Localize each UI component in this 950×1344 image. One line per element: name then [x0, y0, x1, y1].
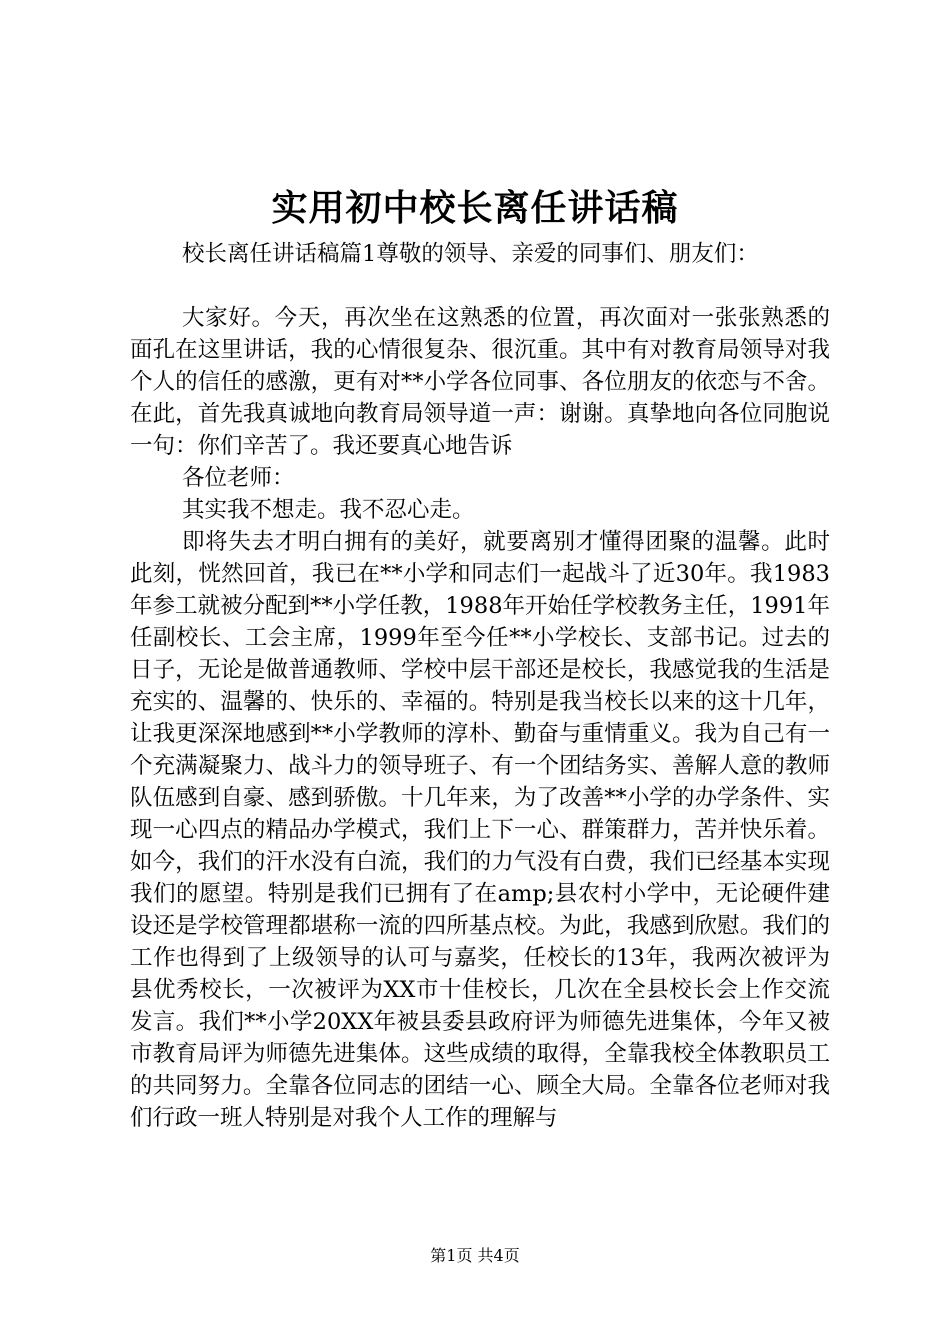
paragraph-address: 各位老师：: [182, 465, 295, 491]
page-footer: 第1页 共4页: [430, 1246, 520, 1265]
document-body: [130, 238, 830, 1134]
paragraph-reflection: 即将失去才明白拥有的美好，就要离别才懂得团聚的温馨。此时此刻，恍然回首，我已在**小学和同志们一起战斗了近30年。我1983年参工就被分配到**小学任教，1988年开始任学校教务主任，1991年任副校长、工会主席，1999年至今任**小学校长、支部书记。过去的日子，无论是做普通教师、学校中层干部还是校长，我感觉我的生活是充实的、温馨的、快乐的、幸福的。特别是我当校长以来的这十几年，让我更深深地感到**小学教师的淳朴、勤奋与重情重义。我为自己有一个充满凝聚力、战斗力的领导班子、有一个团结务实、善解人意的教师队伍感到自豪、感到骄傲。十几年来，为了改善**小学的办学条件、实现一心四点的精品办学模式，我们上下一心、群策群力，苦并快乐着。如今，我们的汗水没有白流，我们的力气没有白费，我们已经基本实现我们的愿望。特别是我们已拥有了在amp;县农村小学中，无论硬件建设还是学校管理都堪称一流的四所基点校。为此，我感到欣慰。我们的工作也得到了上级领导的认可与嘉奖，任校长的13年，我两次被评为县优秀校长，一次被评为XX市十佳校长，几次在全县校长会上作交流发言。我们**小学20XX年被县委县政府评为师德先进集体，今年又被市教育局评为师德先进集体。这些成绩的取得，全靠我校全体教职员工的共同努力。全靠各位同志的团结一心、顾全大局。全靠各位老师对我们行政一班人特别是对我个人工作的理解与: [130, 529, 830, 1131]
document-title: 实用初中校长离任讲话稿: [271, 187, 679, 229]
paragraph-spacer: [130, 270, 830, 302]
paragraph-greeting: 校长离任讲话稿篇1尊敬的领导、亲爱的同事们、朋友们：: [182, 241, 759, 267]
paragraph-reluctance: 其实我不想走。我不忍心走。: [182, 497, 475, 523]
paragraph-opening: 大家好。今天，再次坐在这熟悉的位置，再次面对一张张熟悉的面孔在这里讲话，我的心情很复杂、很沉重。其中有对教育局领导对我个人的信任的感激，更有对**小学各位同事、各位朋友的依恋与不舍。在此，首先我真诚地向教育局领导道一声：谢谢。真挚地向各位同胞说一句：你们辛苦了。我还要真心地告诉: [130, 305, 830, 459]
